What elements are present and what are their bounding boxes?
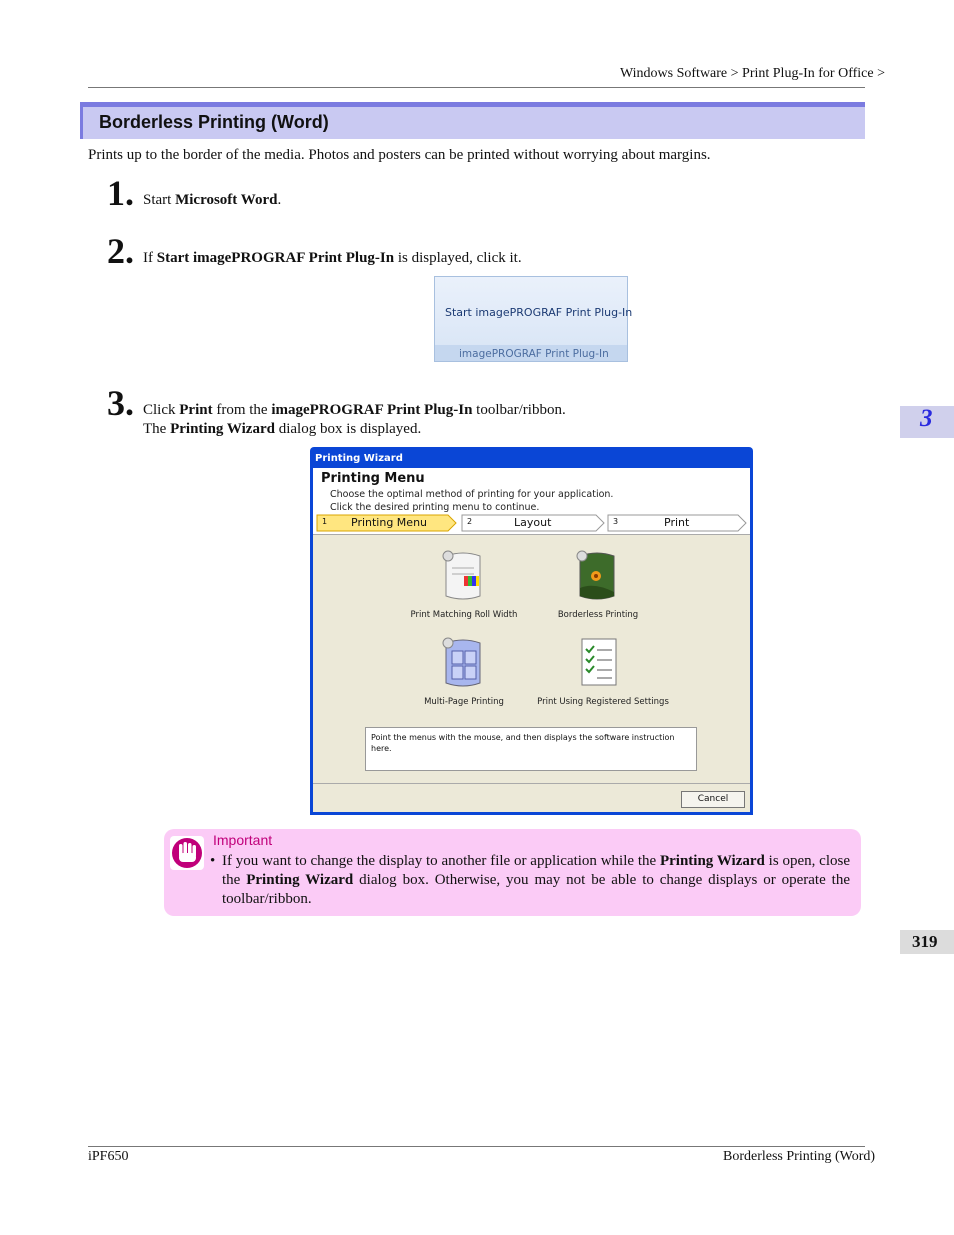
section-title: Borderless Printing (Word)	[99, 112, 329, 132]
borderless-icon	[574, 548, 620, 606]
borderless-printing-option[interactable]	[574, 548, 620, 611]
start-plugin-button[interactable]: Start imagePROGRAF Print Plug-In	[445, 306, 633, 319]
wizard-title: Printing Wizard	[315, 453, 403, 464]
important-title: Important	[213, 832, 273, 848]
bottom-divider	[88, 1146, 865, 1147]
print-matching-roll-width-option[interactable]	[440, 548, 486, 611]
tab-print[interactable]	[608, 515, 738, 531]
page-number: 319	[912, 932, 938, 951]
footer-model: iPF650	[88, 1149, 129, 1164]
wizard-subtitle: Choose the optimal method of printing for your application. Click the desired printing menu to continue.	[330, 489, 614, 513]
registered-settings-option[interactable]	[576, 635, 622, 698]
tab-1-number: 1	[322, 517, 328, 526]
tab-2-label: Layout	[514, 516, 552, 529]
multi-page-printing-option[interactable]	[440, 635, 486, 698]
breadcrumb: Windows Software > Print Plug-In for Office >	[620, 66, 885, 81]
tab-printing-menu[interactable]	[317, 515, 448, 531]
step-3-text: Click Print from the imagePROGRAF Print Plug-In toolbar/ribbon. The Printing Wizard dialog box is displayed.	[143, 402, 566, 437]
step-1-number: 1.	[107, 173, 134, 213]
wizard-info-box: Point the menus with the mouse, and then displays the software instruction here.	[365, 727, 697, 771]
intro-paragraph: Prints up to the border of the media. Photos and posters can be printed without worrying about margins.	[88, 147, 711, 163]
tab-3-number: 3	[613, 517, 619, 526]
multipage-icon	[440, 635, 486, 693]
step-2-text: If Start imagePROGRAF Print Plug-In is displayed, click it.	[143, 250, 522, 266]
top-divider	[88, 87, 865, 88]
ribbon-group-label: imagePROGRAF Print Plug-In	[459, 348, 609, 360]
tab-3-label: Print	[664, 516, 690, 529]
important-text: • If you want to change the display to another file or application while the Printing Wizard is open, close the Printing Wizard dialog box. Otherwise, you may not be able to change displays or operate the toolbar/ribbon.	[210, 853, 851, 907]
wizard-footer-divider	[313, 783, 750, 784]
tab-1-label: Printing Menu	[351, 516, 428, 529]
tab-layout[interactable]	[462, 515, 596, 531]
tab-2-number: 2	[467, 517, 473, 526]
roll-width-icon	[440, 548, 486, 606]
registered-settings-icon	[576, 635, 622, 693]
cancel-button[interactable]: Cancel	[681, 791, 745, 808]
option-1-label[interactable]: Print Matching Roll Width	[410, 610, 518, 620]
wizard-heading: Printing Menu	[321, 471, 425, 486]
footer-section: Borderless Printing (Word)	[723, 1149, 876, 1164]
chapter-number: 3	[920, 405, 933, 432]
step-3-number: 3.	[107, 383, 134, 423]
option-4-label[interactable]: Print Using Registered Settings	[537, 697, 669, 707]
step-1-text: Start Microsoft Word.	[143, 192, 282, 208]
hand-stop-icon	[170, 836, 204, 870]
option-2-label[interactable]: Borderless Printing	[557, 610, 639, 620]
option-3-label[interactable]: Multi-Page Printing	[424, 697, 504, 707]
step-2-number: 2.	[107, 231, 134, 271]
